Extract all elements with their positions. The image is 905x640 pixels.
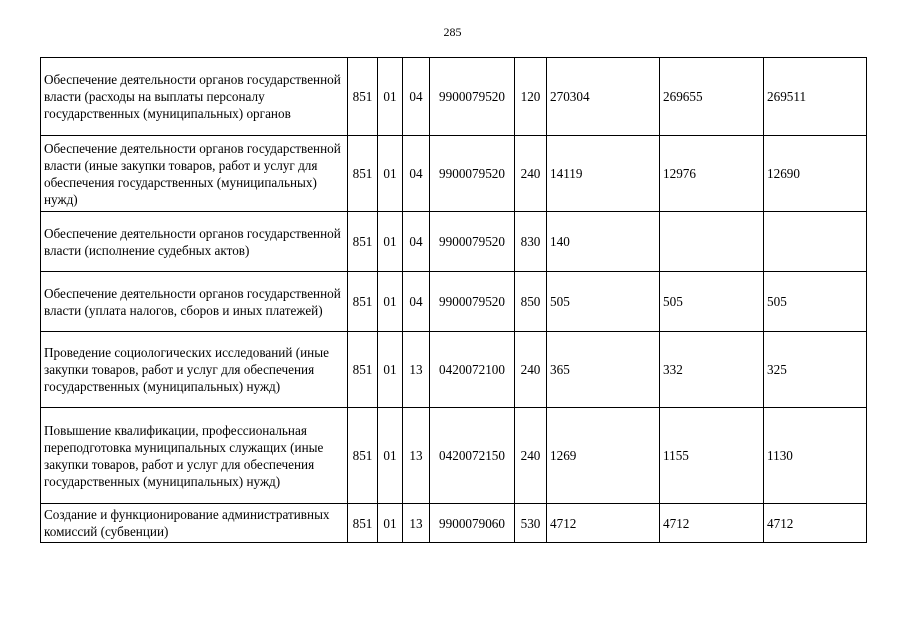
amount-year-1: 1269 (547, 408, 660, 504)
subsection-code: 04 (403, 58, 430, 136)
row-description: Создание и функционирование административных комиссий (субвенции) (41, 504, 348, 543)
amount-year-1: 365 (547, 332, 660, 408)
amount-year-2: 1155 (660, 408, 764, 504)
subsection-code: 13 (403, 332, 430, 408)
amount-year-2: 12976 (660, 136, 764, 212)
amount-year-2 (660, 212, 764, 272)
amount-year-1: 14119 (547, 136, 660, 212)
amount-year-3: 325 (764, 332, 867, 408)
amount-year-3: 12690 (764, 136, 867, 212)
table-row (41, 408, 867, 504)
subsection-code: 13 (403, 504, 430, 543)
subsection-code: 04 (403, 272, 430, 332)
section-code: 01 (378, 332, 403, 408)
expense-type-code: 120 (515, 58, 547, 136)
amount-year-1: 270304 (547, 58, 660, 136)
subsection-code: 04 (403, 212, 430, 272)
expense-type-code: 530 (515, 504, 547, 543)
ministry-code: 851 (348, 136, 378, 212)
amount-year-3: 4712 (764, 504, 867, 543)
target-article-code: 0420072100 (430, 332, 515, 408)
ministry-code: 851 (348, 272, 378, 332)
ministry-code: 851 (348, 332, 378, 408)
section-code: 01 (378, 136, 403, 212)
amount-year-3: 269511 (764, 58, 867, 136)
row-description: Проведение социологических исследований (иные закупки товаров, работ и услуг для обеспечения государственных (муниципальных) нужд) (41, 332, 348, 408)
row-description: Обеспечение деятельности органов государственной власти (иные закупки товаров, работ и услуг для обеспечения государственных (муниципальных) нужд) (41, 136, 348, 212)
row-description: Обеспечение деятельности органов государственной власти (расходы на выплаты персоналу государственных (муниципальных) органов (41, 58, 348, 136)
amount-year-1: 4712 (547, 504, 660, 543)
subsection-code: 04 (403, 136, 430, 212)
ministry-code: 851 (348, 408, 378, 504)
section-code: 01 (378, 408, 403, 504)
amount-year-1: 140 (547, 212, 660, 272)
expense-type-code: 240 (515, 408, 547, 504)
table-row (41, 272, 867, 332)
section-code: 01 (378, 58, 403, 136)
table-row (41, 332, 867, 408)
ministry-code: 851 (348, 212, 378, 272)
budget-table (40, 57, 867, 543)
amount-year-1: 505 (547, 272, 660, 332)
table-row (41, 504, 867, 543)
amount-year-3: 505 (764, 272, 867, 332)
table-row (41, 212, 867, 272)
target-article-code: 9900079520 (430, 272, 515, 332)
row-description: Повышение квалификации, профессиональная переподготовка муниципальных служащих (иные закупки товаров, работ и услуг для обеспечения государственных (муниципальных) нужд) (41, 408, 348, 504)
table-row (41, 136, 867, 212)
target-article-code: 9900079520 (430, 212, 515, 272)
target-article-code: 0420072150 (430, 408, 515, 504)
target-article-code: 9900079060 (430, 504, 515, 543)
amount-year-2: 4712 (660, 504, 764, 543)
ministry-code: 851 (348, 58, 378, 136)
section-code: 01 (378, 504, 403, 543)
target-article-code: 9900079520 (430, 58, 515, 136)
amount-year-2: 332 (660, 332, 764, 408)
row-description: Обеспечение деятельности органов государственной власти (уплата налогов, сборов и иных платежей) (41, 272, 348, 332)
expense-type-code: 240 (515, 332, 547, 408)
target-article-code: 9900079520 (430, 136, 515, 212)
amount-year-2: 269655 (660, 58, 764, 136)
amount-year-3: 1130 (764, 408, 867, 504)
amount-year-2: 505 (660, 272, 764, 332)
table-row (41, 58, 867, 136)
amount-year-3 (764, 212, 867, 272)
subsection-code: 13 (403, 408, 430, 504)
expense-type-code: 850 (515, 272, 547, 332)
expense-type-code: 240 (515, 136, 547, 212)
ministry-code: 851 (348, 504, 378, 543)
row-description: Обеспечение деятельности органов государственной власти (исполнение судебных актов) (41, 212, 348, 272)
page-number: 285 (443, 25, 462, 39)
section-code: 01 (378, 212, 403, 272)
section-code: 01 (378, 272, 403, 332)
expense-type-code: 830 (515, 212, 547, 272)
